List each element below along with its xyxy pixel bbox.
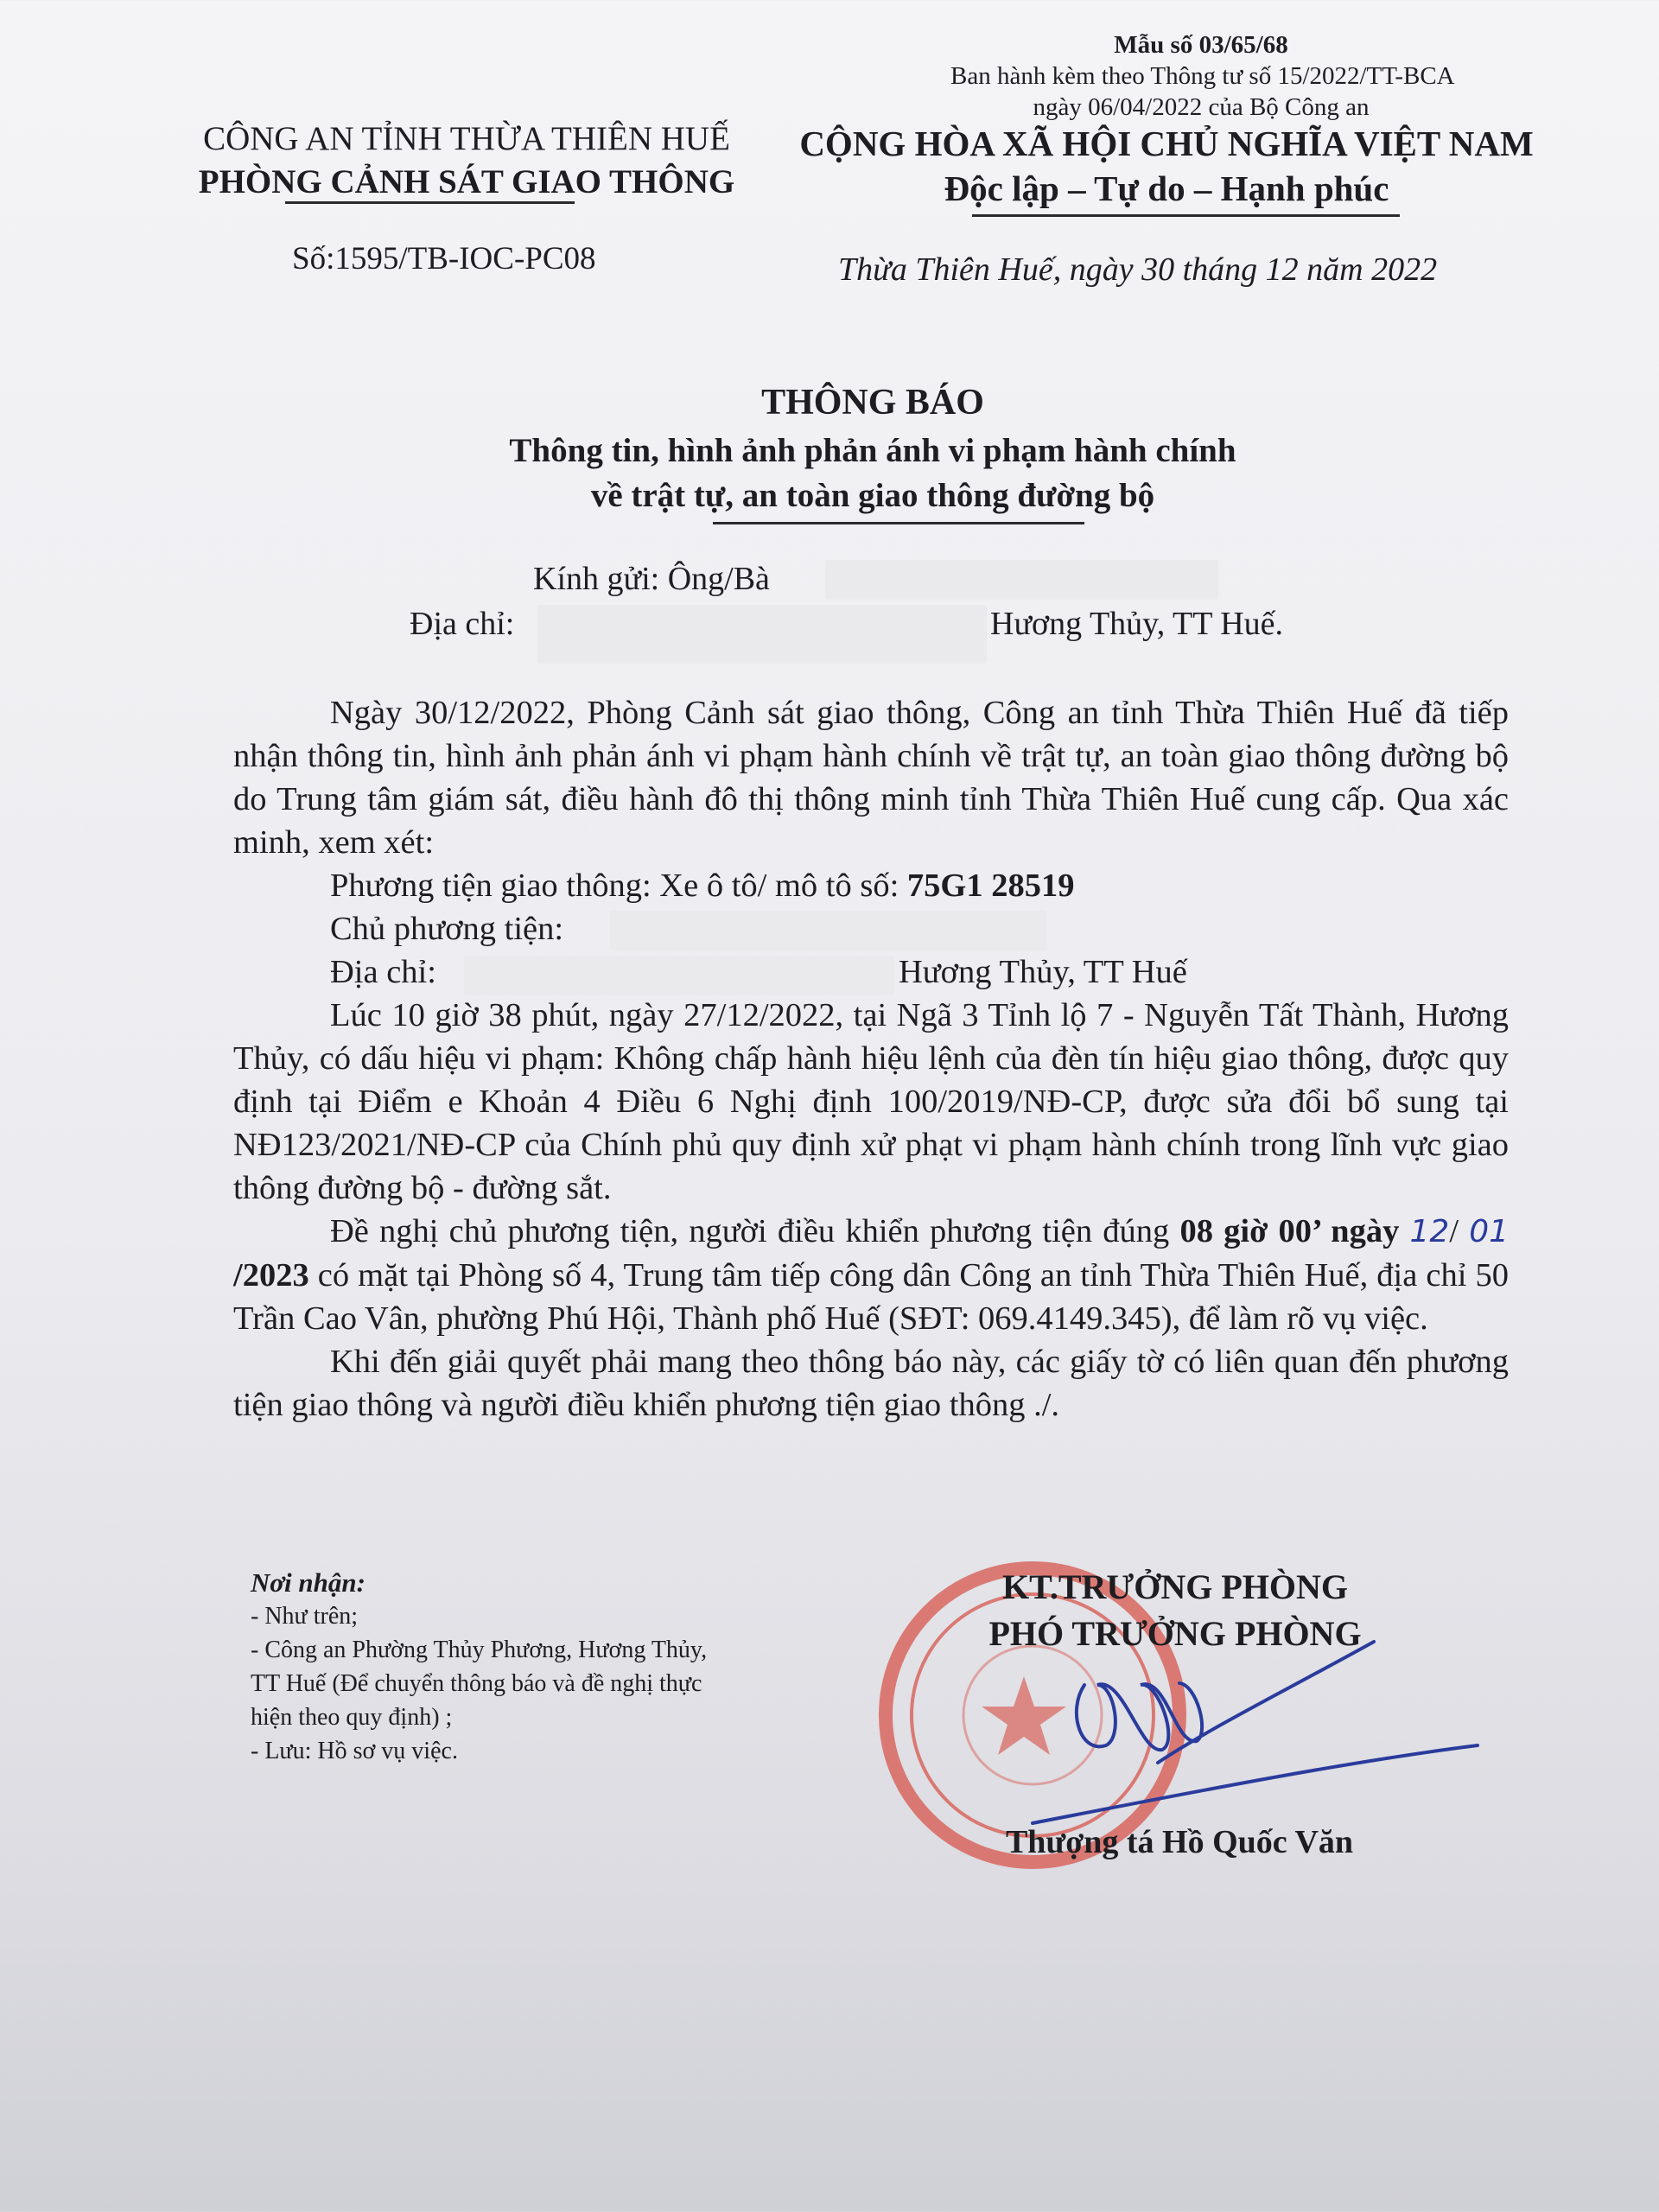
vehicle-plate: 75G1 28519 xyxy=(906,868,1075,904)
recipients-item-3: - Lưu: Hồ sơ vụ việc. xyxy=(251,1738,458,1764)
signer-name: Thượng tá Hồ Quốc Văn xyxy=(1005,1824,1354,1860)
document-title: THÔNG BÁO xyxy=(761,383,984,423)
document-number: Số:1595/TB-IOC-PC08 xyxy=(292,241,596,276)
recipients-item-2c: hiện theo quy định) ; xyxy=(251,1704,453,1731)
owner-address-suffix: Hương Thủy, TT Huế xyxy=(899,954,1187,990)
form-code-circular: Ban hành kèm theo Thông tư số 15/2022/TT-BCA xyxy=(950,62,1455,90)
subtitle-line-1: Thông tin, hình ảnh phản ánh vi phạm hành chính xyxy=(509,432,1236,469)
recipients-title: Nơi nhận: xyxy=(251,1567,365,1598)
agency-name: PHÒNG CẢNH SÁT GIAO THÔNG xyxy=(198,163,735,200)
signature-title xyxy=(950,1564,1400,1657)
place-date: Thừa Thiên Huế, ngày 30 tháng 12 năm 2022 xyxy=(838,251,1438,288)
intro-paragraph: Ngày 30/12/2022, Phòng Cảnh sát giao thông, Công an tỉnh Thừa Thiên Huế đã tiếp nhận thông tin, hình ảnh phản ánh vi phạm hành chính về trật tự, an toàn giao thông đường bộ do Trung tâm giám sát, điều hành đô thị thông minh tỉnh Thừa Thiên Huế cung cấp. Qua xác minh, xem xét: xyxy=(233,695,1509,861)
recipients-item-2b: TT Huế (Để chuyển thông báo và đề nghị thực xyxy=(251,1670,702,1697)
owner-address-label: Địa chỉ: xyxy=(330,954,436,990)
violation-paragraph: Lúc 10 giờ 38 phút, ngày 27/12/2022, tại Ngã 3 Tỉnh lộ 7 - Nguyễn Tất Thành, Hương Thủy, có dấu hiệu vi phạm: Không chấp hành hiệu lệnh của đèn tín hiệu giao thông, được quy định tại Điểm e Khoản 4 Điều 6 Nghị định 100/2019/NĐ-CP, được sửa đổi bổ sung tại NĐ123/2021/NĐ-CP của Chính phủ quy định xử phạt vi phạm hành chính trong lĩnh vực giao thông đường bộ - đường sắt. xyxy=(233,997,1509,1206)
recipients-item-1: - Như trên; xyxy=(251,1603,359,1630)
handwritten-month: 01 xyxy=(1469,1214,1509,1249)
request-paragraph: Đề nghị chủ phương tiện, người điều khiển phương tiện đúng 08 giờ 00’ ngày 12/ 01 /2023 có mặt tại Phòng số 4, Trung tâm tiếp công dân Công an tỉnh Thừa Thiên Huế, địa chỉ 50 Trần Cao Vân, phường Phú Hội, Thành phố Huế (SĐT: 069.4149.345), để làm rõ vụ việc. xyxy=(233,1213,1509,1337)
request-time: 08 giờ 00’ ngày xyxy=(1179,1213,1400,1249)
form-code-number: Mẫu số 03/65/68 xyxy=(1114,31,1288,59)
closing-paragraph: Khi đến giải quyết phải mang theo thông báo này, các giấy tờ có liên quan đến phương tiện giao thông và người điều khiển phương tiện giao thông ./. xyxy=(233,1344,1509,1423)
recipient-address-label: Địa chỉ: xyxy=(410,606,515,642)
recipient-label: Kính gửi: Ông/Bà xyxy=(533,561,770,597)
vehicle-label: Phương tiện giao thông: Xe ô tô/ mô tô số: xyxy=(330,868,899,904)
form-code-date: ngày 06/04/2022 của Bộ Công an xyxy=(1033,93,1370,121)
request-year: /2023 xyxy=(233,1257,309,1294)
recipient-address-suffix: Hương Thủy, TT Huế. xyxy=(990,606,1284,642)
request-text-a: Đề nghị chủ phương tiện, người điều khiển phương tiện đúng xyxy=(330,1213,1180,1249)
agency-parent: CÔNG AN TỈNH THỪA THIÊN HUẾ xyxy=(203,120,730,157)
owner-label: Chủ phương tiện: xyxy=(330,911,564,947)
request-text-b: có mặt tại Phòng số 4, Trung tâm tiếp công dân Công an tỉnh Thừa Thiên Huế, địa chỉ 50 Trần Cao Vân, phường Phú Hội, Thành phố Huế (SĐT: 069.4149.345), để làm rõ vụ việc. xyxy=(233,1257,1509,1337)
recipients-item-2a: - Công an Phường Thủy Phương, Hương Thủy, xyxy=(251,1637,708,1663)
signature-title-2: PHÓ TRƯỞNG PHÒNG xyxy=(988,1614,1362,1653)
subtitle-line-2: về trật tự, an toàn giao thông đường bộ xyxy=(590,477,1155,514)
signature-title-1: KT.TRƯỞNG PHÒNG xyxy=(1002,1567,1348,1606)
handwritten-day: 12 xyxy=(1409,1214,1450,1249)
nation-motto: Độc lập – Tự do – Hạnh phúc xyxy=(944,168,1389,208)
nation-name: CỘNG HÒA XÃ HỘI CHỦ NGHĨA VIỆT NAM xyxy=(799,124,1534,163)
